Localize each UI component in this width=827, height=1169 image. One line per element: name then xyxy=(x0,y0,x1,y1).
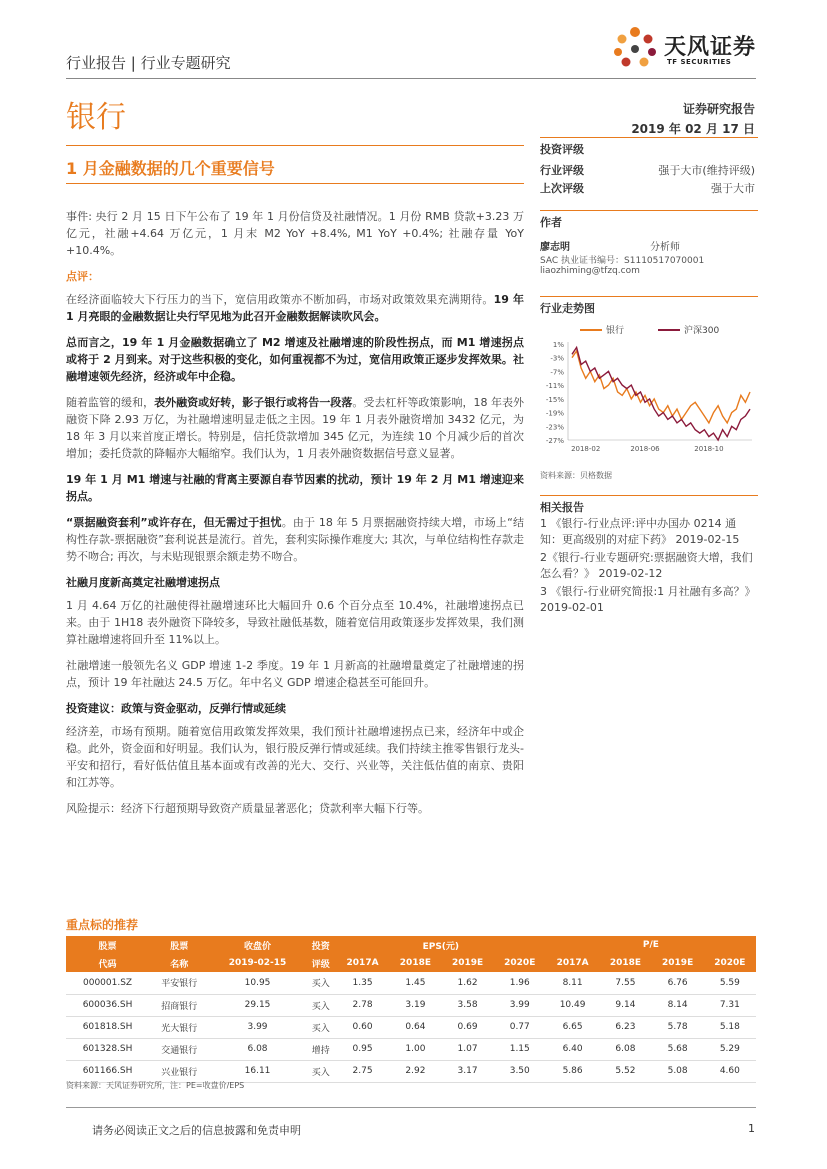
table-cell: 7.55 xyxy=(599,972,651,994)
table-cell: 2.75 xyxy=(336,1060,390,1082)
table-cell: 2.78 xyxy=(336,994,390,1016)
related-item[interactable] xyxy=(540,550,756,582)
table-subheader-row xyxy=(66,954,756,972)
paragraph-tsf: 1 月 4.64 万亿的社融使得社融增速环比大幅回升 0.6 个百分点至 10.4%，社融增速拐点已来。由于 1H18 表外融资下降较多，导致社融低基数，随着宽信用政策逐步发挥效果，我们测算社融增速将回升至 11%以上。 xyxy=(66,599,524,646)
table-cell: 000001.SZ xyxy=(66,972,149,994)
th: 收盘价 xyxy=(209,936,305,954)
related-item[interactable] xyxy=(540,584,756,616)
related-text: 3 《银行-行业研究简报:1 月社融有多高？》 xyxy=(540,585,756,598)
th: 2020E xyxy=(494,954,546,972)
table-cell: 光大银行 xyxy=(149,1016,209,1038)
paragraph-bill xyxy=(66,514,524,565)
table-cell: 5.08 xyxy=(652,1060,704,1082)
table-cell: 3.99 xyxy=(494,994,546,1016)
table-cell: 5.18 xyxy=(704,1016,756,1038)
main-body xyxy=(66,208,524,826)
table-cell: 6.23 xyxy=(599,1016,651,1038)
th: 名称 xyxy=(149,954,209,972)
author-cert: SAC 执业证书编号：S1110517070001 xyxy=(540,256,705,266)
y-tick-label: -7% xyxy=(550,368,564,377)
table-title: 重点标的推荐 xyxy=(66,918,139,932)
table-cell: 8.11 xyxy=(546,972,600,994)
th-eps: EPS(元) xyxy=(336,936,546,954)
table-cell: 招商银行 xyxy=(149,994,209,1016)
paragraph-investment: 经济差，市场有预期。随着宽信用政策发挥效果，我们预计社融增速拐点已来，经济年中或企稳。此外，资金面和好明显。我们认为，银行股反弹行情或延续。我们持续主推零售银行龙头-平安和招行，看好低估值且基本面或有改善的光大、交行、兴业等，关注低估值的南京、贵阳和江苏等。 xyxy=(66,725,524,789)
table-row xyxy=(66,1038,756,1060)
chart-series xyxy=(572,347,750,440)
y-tick-label: -11% xyxy=(545,382,564,391)
logo-cn: 天风证券 xyxy=(664,35,757,60)
heading-turning-point: 社融月度新高奠定社融增速拐点 xyxy=(66,576,220,589)
table-cell: 交通银行 xyxy=(149,1038,209,1060)
table-cell: 0.64 xyxy=(389,1016,441,1038)
table-cell: 3.17 xyxy=(441,1060,493,1082)
series-line xyxy=(572,351,750,423)
table-cell: 1.62 xyxy=(441,972,493,994)
paragraph-context xyxy=(66,291,524,325)
table-cell: 9.14 xyxy=(599,994,651,1016)
author-rule xyxy=(540,210,758,211)
related-date: 2019-02-15 xyxy=(675,533,740,546)
y-tick-label: 1% xyxy=(552,341,564,349)
table-cell: 3.58 xyxy=(441,994,493,1016)
th: 股票 xyxy=(66,936,149,954)
heading-investment: 投资建议：政策与资金驱动，反弹行情或延续 xyxy=(66,702,286,715)
rating-rule xyxy=(540,137,758,138)
table-cell: 6.08 xyxy=(599,1038,651,1060)
th: 2019-02-15 xyxy=(209,954,305,972)
paragraph-gdp: 社融增速一般领先名义 GDP 增速 1-2 季度。19 年 1 月新高的社融增量奠定了社融增速的拐点，预计 19 年社融达 24.5 万亿。年中名义 GDP 增速企稳甚至可能回升。 xyxy=(66,659,524,689)
heading-comment: 点评： xyxy=(66,270,99,283)
related-title: 相关报告 xyxy=(540,501,584,514)
author-role: 分析师 xyxy=(650,242,680,253)
table-cell: 增持 xyxy=(306,1038,336,1060)
related-date: 2019-02-12 xyxy=(598,567,663,580)
text-bold: “票据融资套利”或许存在，但无需过于担忧 xyxy=(66,516,282,529)
paragraph-summary: 总而言之，19 年 1 月金融数据确立了 M2 增速及社融增速的阶段性拐点，而 M1 增速拐点或将于 2 月到来。对于这些积极的变化，如何重视都不为过，宽信用政策正逐步发挥效果。社融增速领先经济，经济或年中企稳。 xyxy=(66,336,524,383)
table-row xyxy=(66,1060,756,1082)
text-bold: 19 年 1 月亮眼的金融数据让央行罕见地为此召开金融数据解读吹风会。 xyxy=(66,293,524,323)
table-cell: 买入 xyxy=(306,994,336,1016)
table-source: 资料来源：天风证券研究所，注：PE=收盘价/EPS xyxy=(66,1081,245,1090)
table-cell: 1.00 xyxy=(389,1038,441,1060)
table-cell: 0.77 xyxy=(494,1016,546,1038)
table-cell: 4.60 xyxy=(704,1060,756,1082)
series-line xyxy=(572,347,750,440)
table-cell: 买入 xyxy=(306,1060,336,1082)
trend-chart xyxy=(540,318,758,458)
table-cell: 1.35 xyxy=(336,972,390,994)
table-cell: 7.31 xyxy=(704,994,756,1016)
table-cell: 16.11 xyxy=(209,1060,305,1082)
author-title: 作者 xyxy=(540,216,562,229)
report-type: 证券研究报告 xyxy=(682,102,755,116)
th: 评级 xyxy=(306,954,336,972)
text-span: 随着监管的缓和， xyxy=(66,396,155,409)
legend-label: 银行 xyxy=(606,326,625,336)
y-tick-label: -27% xyxy=(545,437,564,445)
author-email[interactable]: liaozhiming@tfzq.com xyxy=(540,266,640,276)
table-cell: 买入 xyxy=(306,1016,336,1038)
related-text: 2《银行-行业专题研究:票据融资大增，我们怎么看？》 xyxy=(540,551,753,580)
th-pe: P/E xyxy=(546,936,756,954)
table-cell: 8.14 xyxy=(652,994,704,1016)
paragraph-risk: 风险提示：经济下行超预期导致资产质量显著恶化；贷款利率大幅下行等。 xyxy=(66,802,429,815)
report-date: 2019 年 02 月 17 日 xyxy=(631,122,755,136)
page-number: 1 xyxy=(748,1122,755,1135)
industry-rating-value: 强于大市(维持评级) xyxy=(658,164,755,177)
x-tick-label: 2018-10 xyxy=(694,445,724,453)
table-cell: 0.95 xyxy=(336,1038,390,1060)
industry-rating-label: 行业评级 xyxy=(540,164,584,177)
paragraph-m1: 19 年 1 月 M1 增速与社融的背离主要源自春节因素的扰动，预计 19 年 2 月 M1 增速迎来拐点。 xyxy=(66,473,524,503)
table-cell: 1.15 xyxy=(494,1038,546,1060)
table-cell: 10.95 xyxy=(209,972,305,994)
table-cell: 0.69 xyxy=(441,1016,493,1038)
th: 2019E xyxy=(652,954,704,972)
table-body xyxy=(66,972,756,1082)
header-divider xyxy=(66,78,756,79)
th: 2017A xyxy=(546,954,600,972)
related-text: 1 《银行-行业点评:评中办国办 0214 通知：更高级别的对症下药》 xyxy=(540,517,737,546)
related-date: 2019-02-01 xyxy=(540,601,604,614)
title-rule-bottom xyxy=(66,183,524,184)
table-cell: 6.76 xyxy=(652,972,704,994)
th: 2017A xyxy=(336,954,390,972)
table-cell: 601166.SH xyxy=(66,1060,149,1082)
table-cell: 3.19 xyxy=(389,994,441,1016)
paragraph-offbalance xyxy=(66,394,524,462)
table-cell: 601818.SH xyxy=(66,1016,149,1038)
paragraph-event: 事件: 央行 2 月 15 日下午公布了 19 年 1 月份信贷及社融情况。1 月份 RMB 贷款+3.23 万亿元，社融+4.64 万亿元，1 月末 M2 YoY +8.4%, M1 YoY +0.4%; 社融存量 YoY +10.4%。 xyxy=(66,210,524,257)
footer-divider xyxy=(66,1107,756,1108)
table-row xyxy=(66,972,756,994)
related-item[interactable] xyxy=(540,516,756,548)
table-cell: 3.50 xyxy=(494,1060,546,1082)
table-cell: 平安银行 xyxy=(149,972,209,994)
table-cell: 1.45 xyxy=(389,972,441,994)
y-tick-label: -15% xyxy=(545,395,564,404)
table-row xyxy=(66,994,756,1016)
table-row xyxy=(66,1016,756,1038)
title-rule-top xyxy=(66,145,524,146)
tf-logo-icon xyxy=(610,22,660,72)
table-cell: 买入 xyxy=(306,972,336,994)
table-cell: 5.59 xyxy=(704,972,756,994)
table-cell: 1.07 xyxy=(441,1038,493,1060)
y-tick-label: -3% xyxy=(550,354,564,363)
table-cell: 600036.SH xyxy=(66,994,149,1016)
th: 2019E xyxy=(441,954,493,972)
legend-label: 沪深300 xyxy=(684,326,720,336)
last-rating-value: 强于大市 xyxy=(711,182,755,195)
th: 2018E xyxy=(599,954,651,972)
text-span: 。受去杠杆等政策影响，18 年表外融资下降 2.93 万亿，为社融增速明显走低之主因。19 年 1 月表外融资增加 3432 亿元，为 18 年 3 月以来首度正增长。特别是，信托贷款增加 345 亿元，为连续 10 个月减少后的首次增加；委托贷款的降幅亦大幅缩窄。我们认为，1 月表外融资数据信号意义显著。 xyxy=(66,396,525,460)
chart-legend xyxy=(580,324,719,336)
trend-rule xyxy=(540,296,758,297)
th: 代码 xyxy=(66,954,149,972)
text-span: 在经济面临较大下行压力的当下，宽信用政策亦不断加码，市场对政策效果充满期待。 xyxy=(66,293,494,306)
text-span: 。由于 18 年 5 月票据融资持续大增，市场上“结构性存款-票据融资”套利说甚是流行。首先，套利实际操作难度大; 其次，与单位结构性存款走势不吻合; 再次，与未贴现银票余额走势不吻合。 xyxy=(66,516,524,563)
table-cell: 6.08 xyxy=(209,1038,305,1060)
table-cell: 0.60 xyxy=(336,1016,390,1038)
table-header-row xyxy=(66,936,756,954)
x-tick-label: 2018-06 xyxy=(630,445,660,453)
table-cell: 601328.SH xyxy=(66,1038,149,1060)
report-title: 1 月金融数据的几个重要信号 xyxy=(66,159,275,178)
table-cell: 6.65 xyxy=(546,1016,600,1038)
logo-en: TF SECURITIES xyxy=(667,58,732,66)
table-cell: 兴业银行 xyxy=(149,1060,209,1082)
table-cell: 5.86 xyxy=(546,1060,600,1082)
table-cell: 5.52 xyxy=(599,1060,651,1082)
th: 2020E xyxy=(704,954,756,972)
rating-title: 投资评级 xyxy=(540,143,584,156)
th: 股票 xyxy=(149,936,209,954)
x-tick-label: 2018-02 xyxy=(571,445,601,453)
trend-title: 行业走势图 xyxy=(540,302,595,315)
table-cell: 2.92 xyxy=(389,1060,441,1082)
author-name: 廖志明 xyxy=(540,242,570,253)
table-cell: 3.99 xyxy=(209,1016,305,1038)
footer-disclaimer: 请务必阅读正文之后的信息披露和免责申明 xyxy=(92,1124,301,1137)
table-cell: 5.68 xyxy=(652,1038,704,1060)
stock-table xyxy=(66,936,756,1083)
chart-x-axis xyxy=(568,440,752,453)
th: 2018E xyxy=(389,954,441,972)
table-cell: 29.15 xyxy=(209,994,305,1016)
report-category: 行业报告 | 行业专题研究 xyxy=(66,54,231,72)
table-cell: 10.49 xyxy=(546,994,600,1016)
sector-title: 银行 xyxy=(66,100,126,135)
y-tick-label: -23% xyxy=(545,423,564,432)
th: 投资 xyxy=(306,936,336,954)
table-cell: 5.29 xyxy=(704,1038,756,1060)
table-cell: 1.96 xyxy=(494,972,546,994)
related-list xyxy=(540,516,756,616)
chart-y-axis xyxy=(546,341,568,445)
text-bold: 表外融资或好转，影子银行或将告一段落 xyxy=(154,396,353,409)
related-rule xyxy=(540,495,758,496)
last-rating-label: 上次评级 xyxy=(540,182,584,195)
chart-source: 资料来源：贝格数据 xyxy=(540,471,612,480)
table-cell: 6.40 xyxy=(546,1038,600,1060)
y-tick-label: -19% xyxy=(545,409,564,418)
table-cell: 5.78 xyxy=(652,1016,704,1038)
